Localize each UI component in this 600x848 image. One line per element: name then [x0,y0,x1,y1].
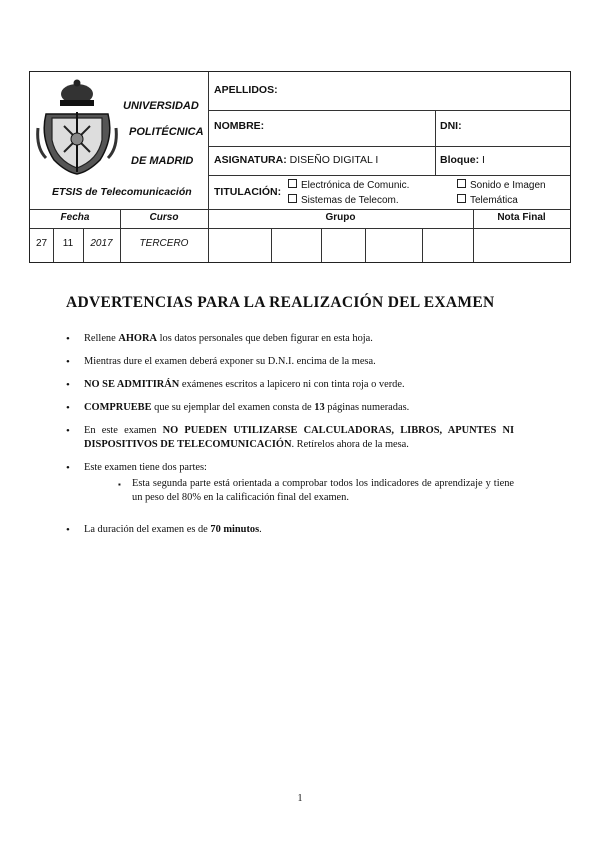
asignatura-label: ASIGNATURA: [214,154,287,166]
date-month: 11 [62,238,74,249]
curso-label: Curso [149,212,179,223]
dni-label: DNI: [440,120,462,132]
date-year: 2017 [90,238,113,249]
list-item: • Este examen tiene dos partes: ▪ Esta segunda parte está orientada a comprobar todos los indicadores de aprendizaje y tiene un peso del 80% en la calificación final del examen. [64,461,514,505]
apellidos-field[interactable] [280,84,560,100]
instructions-list [64,332,514,546]
option-sonido[interactable]: Sonido e Imagen [457,179,546,191]
university-crest-icon [36,78,118,178]
list-item: • COMPRUEBE que su ejemplar del examen consta de 13 páginas numeradas. [64,401,514,415]
checkbox-icon[interactable] [457,179,466,188]
nombre-label: NOMBRE: [214,120,265,132]
list-item: • Mientras dure el examen deberá exponer su D.N.I. encima de la mesa. [64,355,514,369]
titulacion-label: TITULACIÓN: [214,186,282,198]
fecha-label: Fecha [60,212,90,223]
sub-list-item: ▪ Esta segunda parte está orientada a comprobar todos los indicadores de aprendizaje y tiene un peso del 80% en la calificación final del examen. [118,477,514,505]
nota-final-label: Nota Final [497,212,546,223]
bloque-label: Bloque: [440,154,480,166]
grupo-label: Grupo [325,212,356,223]
page-title: ADVERTENCIAS PARA LA REALIZACIÓN DEL EXAMEN [66,294,495,311]
option-telematica[interactable]: Telemática [457,194,518,206]
curso-value: TERCERO [139,238,189,249]
bloque-value: I [482,154,485,166]
apellidos-label: APELLIDOS: [214,84,278,96]
grupo-box-1[interactable] [209,229,271,261]
school-name: ETSIS de Telecomunicación [52,186,192,198]
nota-final-box[interactable] [474,229,570,261]
university-name-line2: POLITÉCNICA [129,126,204,138]
asignatura-value: DISEÑO DIGITAL I [289,154,379,166]
list-item: • NO SE ADMITIRÁN exámenes escritos a lapicero ni con tinta roja o verde. [64,378,514,392]
date-day: 27 [35,238,48,249]
grupo-box-5[interactable] [423,229,473,261]
nombre-field[interactable] [270,118,430,136]
exam-header-box [29,71,571,263]
grupo-box-4[interactable] [366,229,422,261]
list-item: • La duración del examen es de 70 minutos. [64,523,514,537]
checkbox-icon[interactable] [288,179,297,188]
checkbox-icon[interactable] [457,194,466,203]
university-name-line1: UNIVERSIDAD [123,100,199,112]
option-sistemas[interactable]: Sistemas de Telecom. [288,194,399,206]
page-number: 1 [297,793,303,804]
list-item: • Rellene AHORA los datos personales que deben figurar en esta hoja. [64,332,514,346]
dni-field[interactable] [466,118,566,136]
grupo-box-2[interactable] [272,229,321,261]
option-electronica[interactable]: Electrónica de Comunic. [288,179,409,191]
list-item: • En este examen NO PUEDEN UTILIZARSE CALCULADORAS, LIBROS, APUNTES NI DISPOSITIVOS DE TELECOMUNICACIÓN. Retírelos ahora de la mesa. [64,424,514,452]
checkbox-icon[interactable] [288,194,297,203]
grupo-box-3[interactable] [322,229,365,261]
university-name-line3: DE MADRID [131,155,194,167]
